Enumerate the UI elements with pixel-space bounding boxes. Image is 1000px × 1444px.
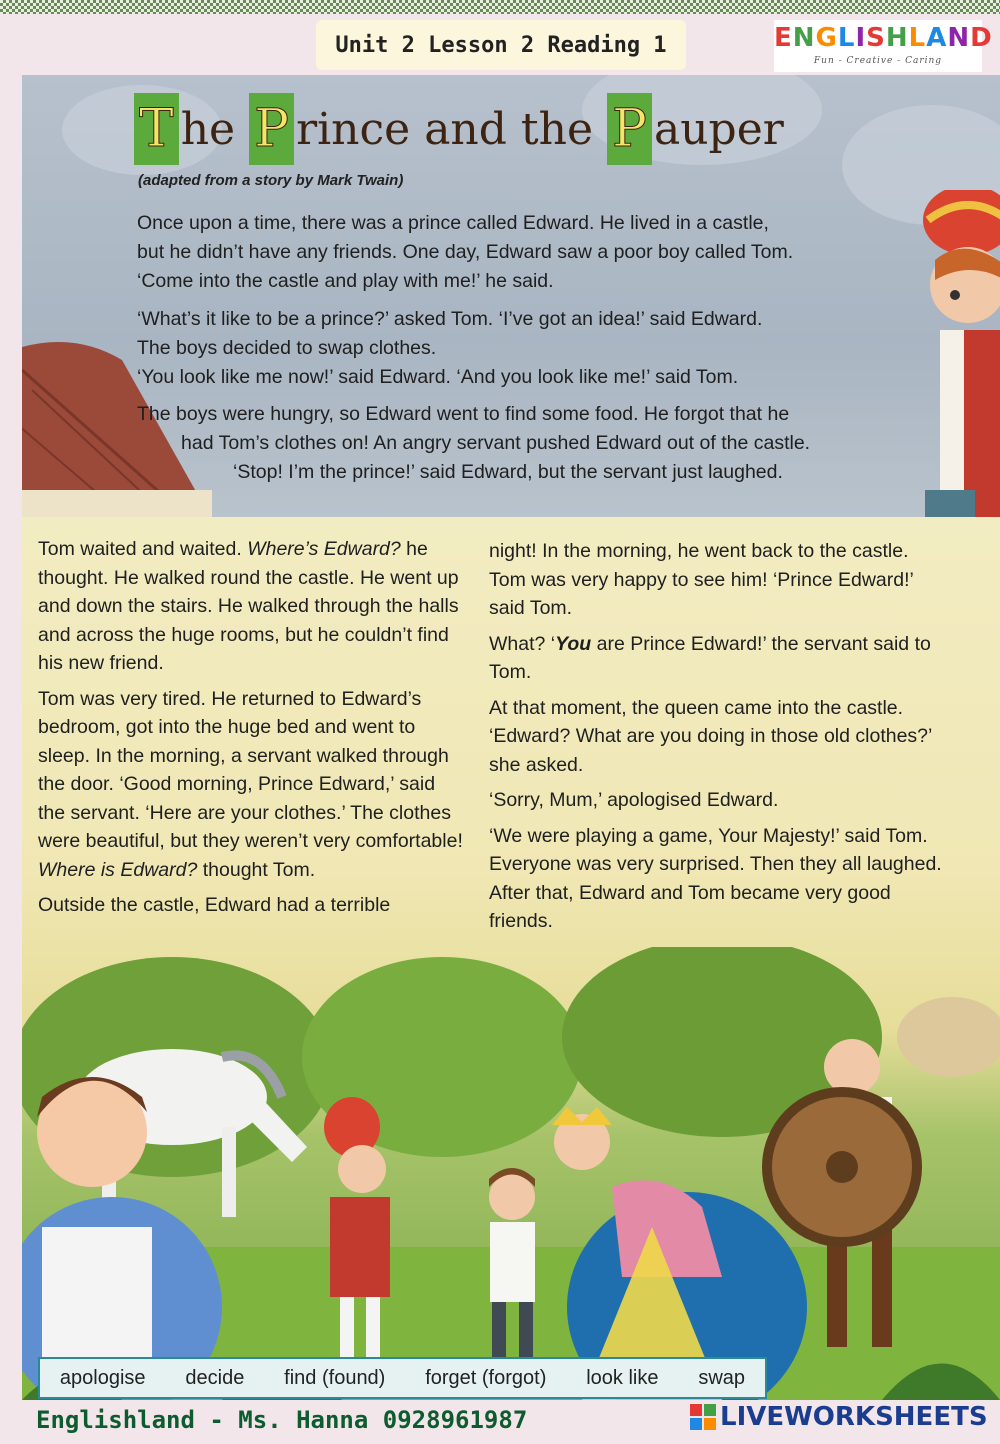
left-text-column [38,535,463,927]
intro-paragraph-2 [137,305,762,392]
bottom-illustration-panel [22,517,1000,1400]
story-paragraph: Tom waited and waited. Where’s Edward? he thought. He walked round the castle. He went up and down the stairs. He walked through the halls and across the huge rooms, but he couldn’t find his new friend. [38,538,459,674]
title-word: auper [653,103,784,155]
vocab-word: look like [586,1366,659,1389]
vocab-word: swap [698,1366,746,1389]
footer-credit: Englishland - Ms. Hanna 0928961987 [36,1406,528,1434]
vocab-word: apologise [59,1366,146,1389]
vocab-word: decide [185,1366,245,1389]
story-title [134,89,798,169]
title-word: he [180,103,236,155]
prince-illustration [910,190,1000,520]
unit-label: Unit 2 Lesson 2 Reading 1 [316,20,686,70]
story-paragraph: night! In the morning, he went back to the castle. Tom was very happy to see him! ‘Prince Edward!’ said Tom. [489,540,914,619]
story-line: but he didn’t have any friends. One day, Edward saw a poor boy called Tom. [137,241,794,263]
englishland-logo [774,20,993,72]
title-word: and the [424,103,593,155]
story-paragraph: Outside the castle, Edward had a terrible [38,894,391,916]
title-word: rince [296,103,411,155]
intro-paragraph-3 [137,400,810,487]
story-paragraph: What? ‘You are Prince Edward!’ the servant said to Tom. [489,632,931,683]
logo-wordmark: ENGLISHLAND [774,23,993,53]
story-line: ‘Come into the castle and play with me!’ he said. [137,270,554,292]
title-initial-p: P [249,93,294,165]
story-line: Once upon a time, there was a prince called Edward. He lived in a castle, [137,212,769,234]
story-paragraph: ‘We were playing a game, Your Majesty!’ said Tom. Everyone was very surprised. Then they all laughed. After that, Edward and Tom became very good friends. [489,824,942,932]
courtyard-scene-illustration [22,947,1000,1400]
top-border [0,0,1000,14]
vocabulary-box [38,1357,767,1399]
top-illustration-panel [22,75,1000,517]
title-initial-t: T [134,93,179,165]
story-paragraph: Tom was very tired. He returned to Edward’s bedroom, got into the huge bed and went to sleep. In the morning, a servant walked through the door. ‘Good morning, Prince Edward,’ said the servant. ‘Here are your clothes.’ The clothes were beautiful, but they weren’t very comfortable! Where is Edward? thought Tom. [38,687,463,881]
story-line: ‘What’s it like to be a prince?’ asked Tom. ‘I’ve got an idea!’ said Edward. [137,308,763,330]
story-line: The boys decided to swap clothes. [137,337,437,359]
story-page [22,75,1000,1400]
story-subtitle: (adapted from a story by Mark Twain) [138,172,404,189]
vocab-word: forget (forgot) [425,1366,547,1389]
story-paragraph: ‘Sorry, Mum,’ apologised Edward. [489,789,779,811]
logo-tagline: Fun - Creative - Caring [813,56,943,66]
story-line: The boys were hungry, so Edward went to find some food. He forgot that he [137,403,790,425]
brand-name: LIVEWORKSHEETS [720,1402,988,1432]
title-initial-p2: P [607,93,652,165]
vocab-word: find (found) [284,1366,386,1389]
intro-paragraph-1 [137,209,793,296]
right-text-column [489,537,949,943]
story-paragraph: At that moment, the queen came into the castle. ‘Edward? What are you doing in those old clothes?’ she asked. [489,696,932,776]
story-line: ‘You look like me now!’ said Edward. ‘And you look like me!’ said Tom. [137,366,739,388]
story-line: had Tom’s clothes on! An angry servant pushed Edward out of the castle. [181,432,811,454]
liveworksheets-icon [690,1404,716,1430]
liveworksheets-brand [690,1402,988,1432]
story-line: ‘Stop! I’m the prince!’ said Edward, but the servant just laughed. [233,461,783,483]
